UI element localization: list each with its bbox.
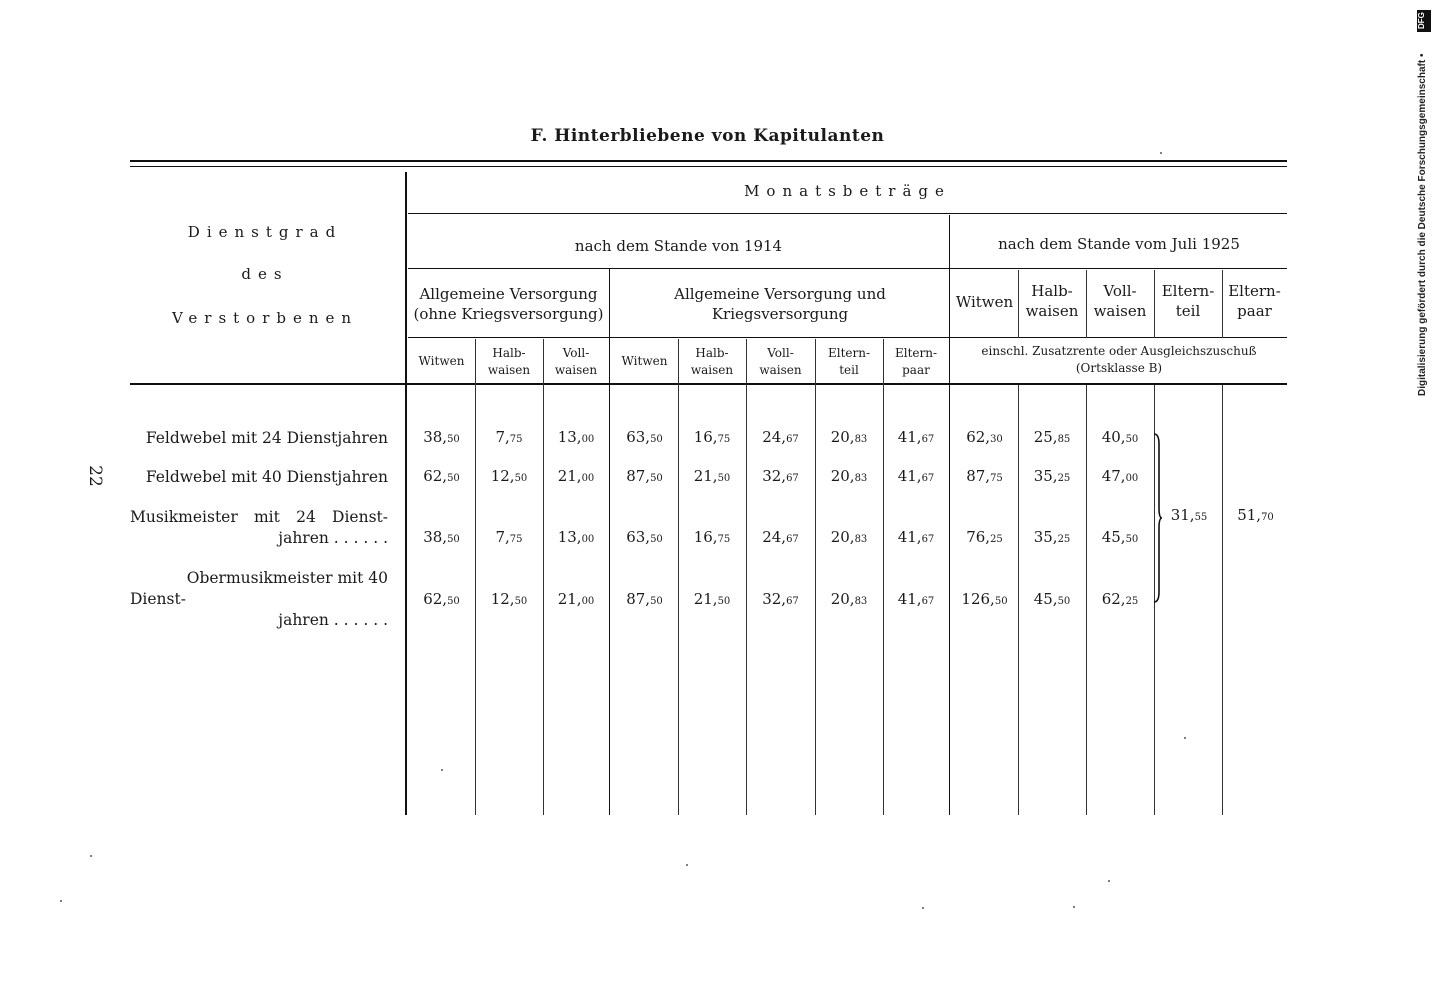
table-cell: 13,00 — [557, 528, 595, 546]
rank-header-3: Verstorbenen — [171, 309, 359, 327]
digitization-note: Digitalisierung gefördert durch die Deutsche Forschungsgemeinschaft • — [1417, 53, 1428, 396]
col1925-witwen: Witwen — [955, 293, 1014, 311]
shared-elternteil-value: 31,55 — [1170, 506, 1208, 524]
table-cell: 45,50 — [1101, 528, 1139, 546]
col-war-witwen: Witwen — [621, 354, 668, 368]
period-1925-header: nach dem Stande vom Juli 1925 — [998, 235, 1240, 253]
table-cell: 21,50 — [693, 590, 731, 608]
table-cell: 38,50 — [423, 528, 460, 546]
col-general-witwen: Witwen — [418, 354, 465, 368]
table-cell: 13,00 — [557, 428, 595, 446]
general-war-care-line2: Kriegsversorgung — [711, 305, 849, 323]
table-cell: 47,00 — [1101, 467, 1139, 485]
table-cell: 41,67 — [897, 590, 935, 608]
col-war-elternpaar: Eltern- paar — [894, 346, 938, 377]
table-cell: 38,50 — [423, 428, 460, 446]
period-1914-header: nach dem Stande von 1914 — [574, 237, 783, 255]
col-war-elternteil: Eltern- teil — [827, 346, 871, 377]
shared-elternpaar-value: 51,70 — [1237, 506, 1274, 524]
row-label-feldwebel-40: Feldwebel mit 40 Dienstjahren — [145, 468, 388, 486]
table-cell: 20,83 — [830, 467, 868, 485]
table-cell: 87,50 — [626, 467, 663, 485]
table-cell: 25,85 — [1033, 428, 1071, 446]
col-general-vollwaisen: Voll- waisen — [554, 346, 598, 377]
table-cell: 16,75 — [693, 528, 731, 546]
note-1925: einschl. Zusatzrente oder Ausgleichszuschuß (Ortsklasse B) — [981, 344, 1257, 375]
page-number: 22 — [85, 465, 105, 487]
table-cell: 7,75 — [495, 528, 523, 546]
table-cell: 20,83 — [830, 590, 868, 608]
table-cell: 12,50 — [490, 590, 528, 608]
row-label-feldwebel-24: Feldwebel mit 24 Dienstjahren — [145, 429, 388, 447]
general-care-line1: Allgemeine Versorgung — [419, 285, 598, 303]
rank-header-1: Dienstgrad — [187, 223, 343, 241]
table-cell: 40,50 — [1101, 428, 1139, 446]
general-war-care-line1: Allgemeine Versorgung und — [674, 285, 886, 303]
table-cell: 24,67 — [762, 428, 799, 446]
general-care-line2: (ohne Kriegsversorgung) — [413, 305, 604, 323]
table-cell: 63,50 — [626, 528, 663, 546]
table-cell: 21,00 — [557, 467, 595, 485]
table-title: F. Hinterbliebene von Kapitulanten — [530, 126, 885, 146]
table-cell: 62,25 — [1101, 590, 1139, 608]
table-cell: 35,25 — [1033, 528, 1071, 546]
table-cell: 7,75 — [495, 428, 523, 446]
col-war-vollwaisen: Voll- waisen — [759, 346, 802, 377]
table-cell: 87,50 — [626, 590, 663, 608]
table-cell: 32,67 — [762, 590, 799, 608]
col-general-halbwaisen: Halb- waisen — [487, 346, 531, 377]
col1925-vollwaisen: Voll- waisen — [1093, 282, 1147, 320]
general-care-header — [408, 284, 609, 324]
table-cell: 87,75 — [966, 467, 1003, 485]
table-cell: 62,30 — [966, 428, 1003, 446]
table-cell: 41,67 — [897, 467, 935, 485]
col1925-elternteil: Eltern- teil — [1161, 282, 1215, 320]
table-cell: 126,50 — [961, 590, 1008, 608]
monthly-amounts-header: Monatsbeträge — [744, 182, 951, 200]
table-cell: 45,50 — [1033, 590, 1071, 608]
table-cell: 24,67 — [762, 528, 799, 546]
col1925-elternpaar: Eltern- paar — [1228, 282, 1281, 320]
table-cell: 62,50 — [423, 590, 460, 608]
general-war-care-header — [611, 284, 949, 324]
table-cell: 12,50 — [490, 467, 528, 485]
dfg-logo: DFG — [1417, 10, 1431, 32]
table-cell: 41,67 — [897, 428, 935, 446]
row-label-obermusikmeister-40: Obermusikmeister mit 40 Dienst- jahren . . . . . . — [130, 569, 388, 629]
col-war-halbwaisen: Halb- waisen — [690, 346, 734, 377]
table-cell: 41,67 — [897, 528, 935, 546]
table-cell: 32,67 — [762, 467, 799, 485]
table-cell: 21,50 — [693, 467, 731, 485]
rank-header-2: des — [241, 265, 289, 283]
table-cell: 21,00 — [557, 590, 595, 608]
row-label-musikmeister-24: Musikmeister mit 24 Dienst- jahren . . . . . . — [130, 508, 388, 547]
table-cell: 20,83 — [830, 428, 868, 446]
table-cell: 16,75 — [693, 428, 731, 446]
table-cell: 35,25 — [1033, 467, 1071, 485]
table-cell: 20,83 — [830, 528, 868, 546]
table-cell: 63,50 — [626, 428, 663, 446]
table-cell: 76,25 — [966, 528, 1003, 546]
table-cell: 62,50 — [423, 467, 460, 485]
col1925-halbwaisen: Halb- waisen — [1025, 282, 1079, 320]
